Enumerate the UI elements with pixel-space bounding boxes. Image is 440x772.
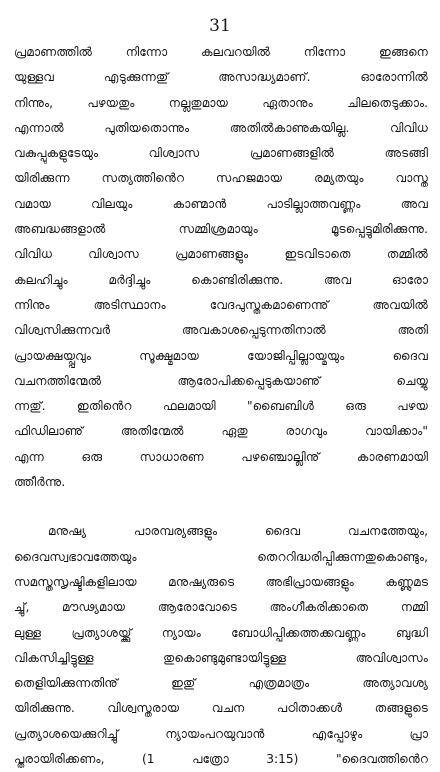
text-line: ലുള്ള പ്രത്യാശയ്ക്കു് ന്യായം ബോധിപ്പിക്കത്തക്കവണ്ണം ബുദ്ധി — [14, 625, 428, 640]
text-line: ദൈവസ്വഭാവത്തേയും തെററിദ്ധരിപ്പിക്കുന്നതുകൊണ്ടും, — [14, 549, 428, 564]
text-line: അബദ്ധങ്ങളാൽ സമ്മിശ്രമായും മൂടപ്പെട്ടുമിരിക്കുന്നു. — [14, 222, 428, 237]
text-line: ച്ചു്, മൗഢ്യമായ ആരോവോടെ അംഗീകരിക്കാതെ നമ്മി — [14, 600, 428, 615]
text-line: ഫിഡിലാണു് അതിന്മേൽ ഏതു രാഗവും വായിക്കാം" — [14, 424, 428, 439]
text-line: വമായ വിലയും കാണ്മാൻ പാടില്ലാത്തവണ്ണം അവ — [14, 196, 428, 211]
page-number: 31 — [209, 16, 231, 36]
text-line: പ്തരായിരിക്കണം, (1 പത്രോ 3:15) "ദൈവത്തിൻെറ — [14, 752, 428, 767]
text-line: വികസിച്ചിട്ടുള്ള തുകൊണ്ടുമുണ്ടായിട്ടുള്ള അവിശ്വാസം — [14, 650, 428, 665]
text-line: യിരിക്കുന്നു. വിശ്വസ്തരായ വചന പഠിതാക്കൾ തങ്ങളുടെ — [14, 701, 428, 716]
text-line: പ്രായക്ഷയ്പ്പവും സൂക്ഷ്മമായ യോജിപ്പില്ലായ്മയും ദൈവ — [14, 348, 428, 363]
text-line: നിന്നും, പഴയതും നല്ലതുമായ ഏതാനും ചിലതെടുക്കാം. — [14, 95, 428, 110]
text-line: എന്ന ഒരു സാധാരണ പഴഞ്ചൊല്ലിനു് കാരണമായി — [14, 449, 428, 464]
text-line: സമസ്തസൃഷ്ടികളിലായ മനുഷ്യരുടെ അഭിപ്രായങ്ങളും കണ്ണുമട — [14, 574, 428, 589]
body-text — [14, 40, 428, 772]
text-line: ന്നിനും അടിസ്ഥാനം വേദപുസ്തകമാണെന്നു് അവയിൽ — [14, 297, 428, 312]
text-line: വചനത്തിന്മേൽ ആരോപിക്കപ്പെടുകയാണു് ചെയ്യു — [14, 373, 428, 388]
text-line: യുള്ളവ എടുക്കുന്നതു് അസാദ്ധ്യമാണ്. ഓരോന്നിൽ — [14, 70, 428, 85]
text-line: വിശ്വസിക്കുന്നവർ അവകാശപ്പെടുന്നതിനാൽ അതി — [14, 323, 428, 338]
text-line: പ്രത്യാശയെക്കുറിച്ചു് ന്യായംപറയുവാൻ എപ്പോഴും പ്രാ — [14, 726, 428, 741]
paragraph-2 — [14, 519, 428, 772]
text-line: വകുപ്പുകളുടേയും വിശ്വാസ പ്രമാണങ്ങളിൽ അടങ്ങി — [14, 146, 428, 161]
text-line: വിവിധ വിശ്വാസ പ്രമാണങ്ങളും ഇടവിടാതെ തമ്മിൽ — [14, 247, 428, 262]
paragraph-1 — [14, 40, 428, 495]
text-line: തെളിയിക്കുന്നതിനു് ഇതു് എത്രമാത്രം അത്യാവശ്യ — [14, 676, 428, 691]
text-line: ത്തീർന്നു. — [14, 475, 66, 490]
text-line: ന്നതു്. ഇതിൻെറ ഫലമായി "ബൈബിൾ ഒരു പഴയ — [14, 399, 428, 414]
text-line: എന്നാൽ പുതിയതൊന്നും അതിൽകാണുകയില്ല. വിവിധ — [14, 120, 428, 135]
text-line: കലഹിച്ചും മർദ്ദിച്ചും കൊണ്ടിരിക്കുന്നു. അവ ഓരോ — [14, 272, 428, 287]
text-line: യിരിക്കുന്ന സത്യത്തിൻെറ സഹജമായ രമ്യതയും വാസ്ത — [14, 171, 428, 186]
paragraph-gap — [14, 495, 428, 519]
text-line: പ്രമാണത്തിൽ നിന്നോ കലവറയിൽ നിന്നോ ഇങ്ങനെ — [14, 45, 428, 59]
text-line: മനുഷ്യ പാരമ്പര്യങ്ങളും ദൈവ വചനത്തേയും, — [48, 524, 428, 539]
